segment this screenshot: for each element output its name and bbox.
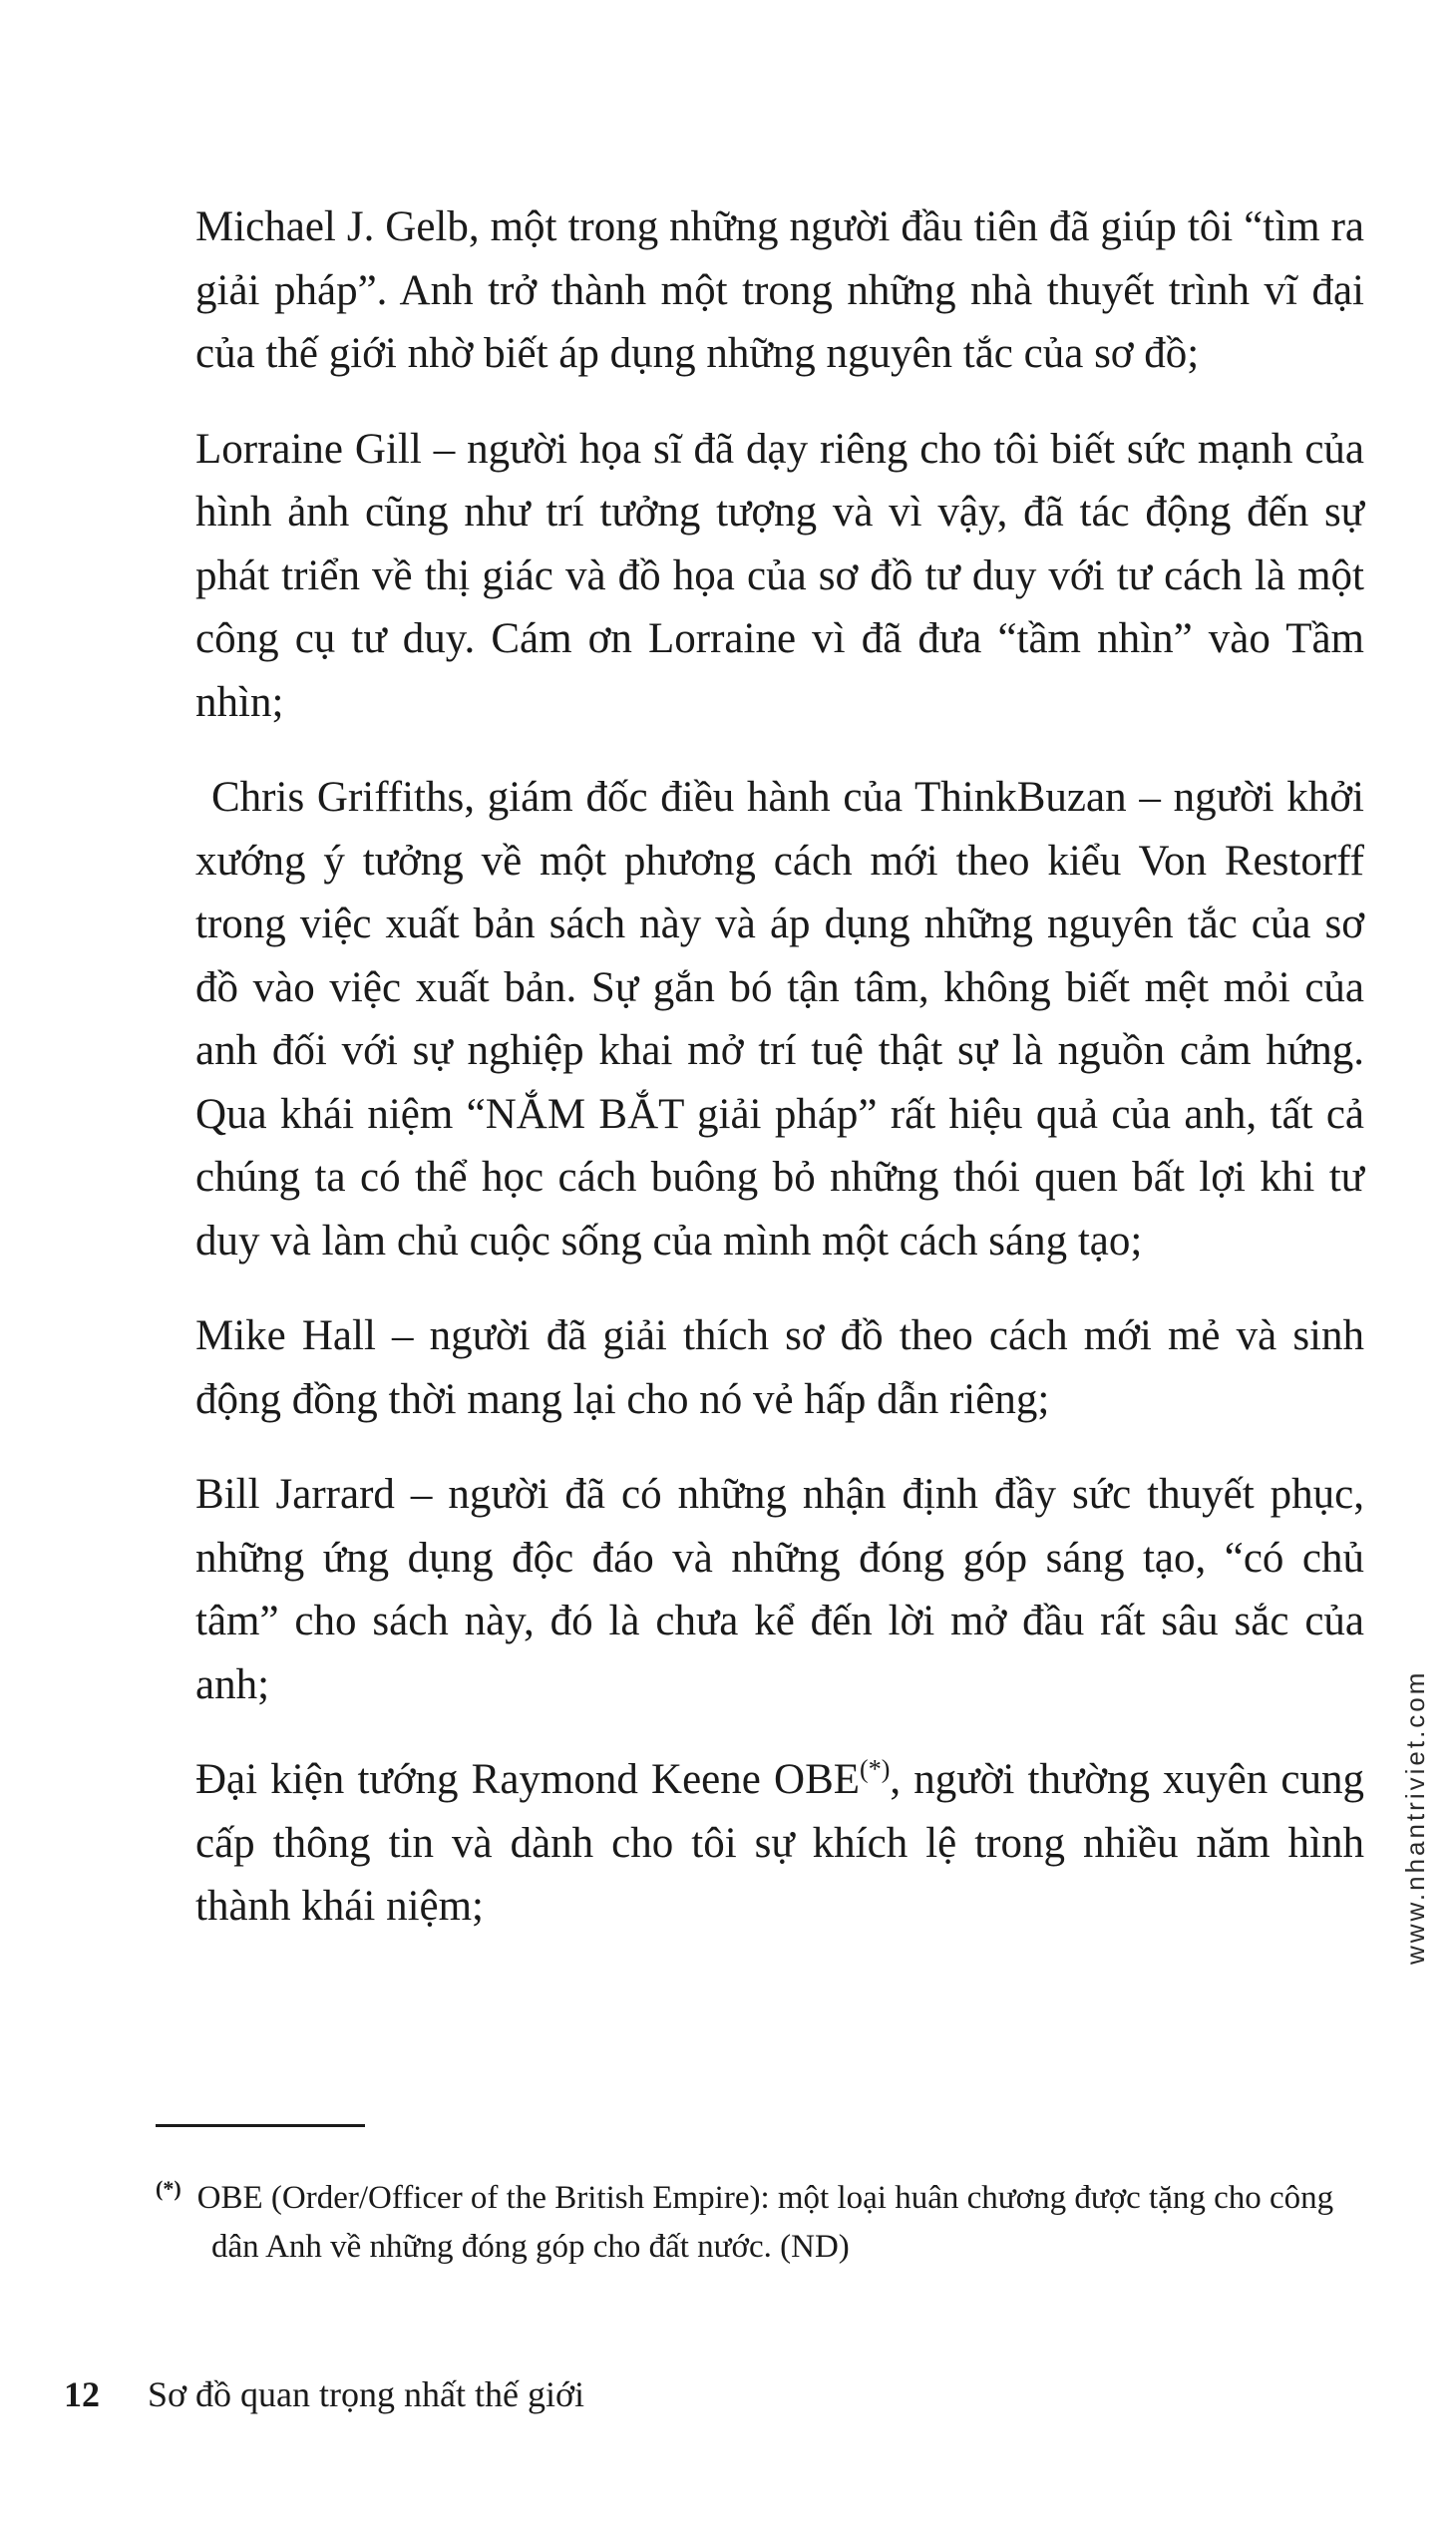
footnote-line-1: OBE (Order/Officer of the British Empire): một loại huân chương được tặng cho công bbox=[196, 2180, 1334, 2216]
paragraph-bill-jarrard bbox=[195, 1463, 1364, 1716]
running-title: Sơ đồ quan trọng nhất thế giới bbox=[148, 2374, 585, 2414]
footnote bbox=[156, 2164, 1372, 2272]
paragraph-chris-griffiths bbox=[195, 766, 1364, 1272]
paragraph-mike-hall bbox=[195, 1304, 1364, 1431]
paragraph-text: Mike Hall – người đã giải thích sơ đồ theo cách mới mẻ và sinh động đồng thời mang lại cho nó vẻ hấp dẫn riêng; bbox=[195, 1312, 1364, 1423]
page-number: 12 bbox=[64, 2374, 100, 2414]
page-footer bbox=[64, 2369, 584, 2419]
paragraph-lorraine-gill bbox=[195, 418, 1364, 735]
body-text bbox=[195, 195, 1364, 1971]
footnote-marker: (*) bbox=[156, 2176, 182, 2201]
paragraph-text: Đại kiện tướng Raymond Keene OBE bbox=[195, 1756, 861, 1803]
paragraph-text: Bill Jarrard – người đã có những nhận định đầy sức thuyết phục, những ứng dụng độc đáo và những đóng góp sáng tạo, “có chủ tâm” cho sách này, đó là chưa kể đến lời mở đầu rất sâu sắc của anh; bbox=[195, 1471, 1364, 1708]
publisher-watermark: www.nhantriviet.com bbox=[1400, 1669, 1430, 1965]
paragraph-raymond-keene bbox=[195, 1748, 1364, 1939]
paragraph-text-continued: , người thường xuyên cung cấp thông tin và dành cho tôi sự khích lệ trong nhiều năm hình thành khái niệm; bbox=[195, 1756, 1365, 1930]
paragraph-text: Michael J. Gelb, một trong những người đầu tiên đã giúp tôi “tìm ra giải pháp”. Anh trở thành một trong những nhà thuyết trình vĩ đại của thế giới nhờ biết áp dụng những nguyên tắc của sơ đồ; bbox=[195, 203, 1364, 377]
paragraph-text: Lorraine Gill – người họa sĩ đã dạy riêng cho tôi biết sức mạnh của hình ảnh cũng như trí tưởng tượng và vì vậy, đã tác động đến sự phát triển về thị giác và đồ họa của sơ đồ tư duy với tư cách là một công cụ tư duy. Cám ơn Lorraine vì đã đưa “tầm nhìn” vào Tầm nhìn; bbox=[195, 425, 1364, 726]
paragraph-michael-gelb bbox=[195, 195, 1364, 386]
footnote-line-2: dân Anh về những đóng góp cho đất nước. (ND) bbox=[211, 2229, 850, 2265]
footnote-reference: (*) bbox=[860, 1754, 891, 1784]
footnote-divider bbox=[156, 2124, 365, 2127]
paragraph-text: Chris Griffiths, giám đốc điều hành của ThinkBuzan – người khởi xướng ý tưởng về một phương cách mới theo kiểu Von Restorff trong việc xuất bản sách này và áp dụng những nguyên tắc của sơ đồ vào việc xuất bản. Sự gắn bó tận tâm, không biết mệt mỏi của anh đối với sự nghiệp khai mở trí tuệ thật sự là nguồn cảm hứng. Qua khái niệm “NẮM BẮT giải pháp” rất hiệu quả của anh, tất cả chúng ta có thể học cách buông bỏ những thói quen bất lợi khi tư duy và làm chủ cuộc sống của mình một cách sáng tạo; bbox=[195, 774, 1364, 1264]
